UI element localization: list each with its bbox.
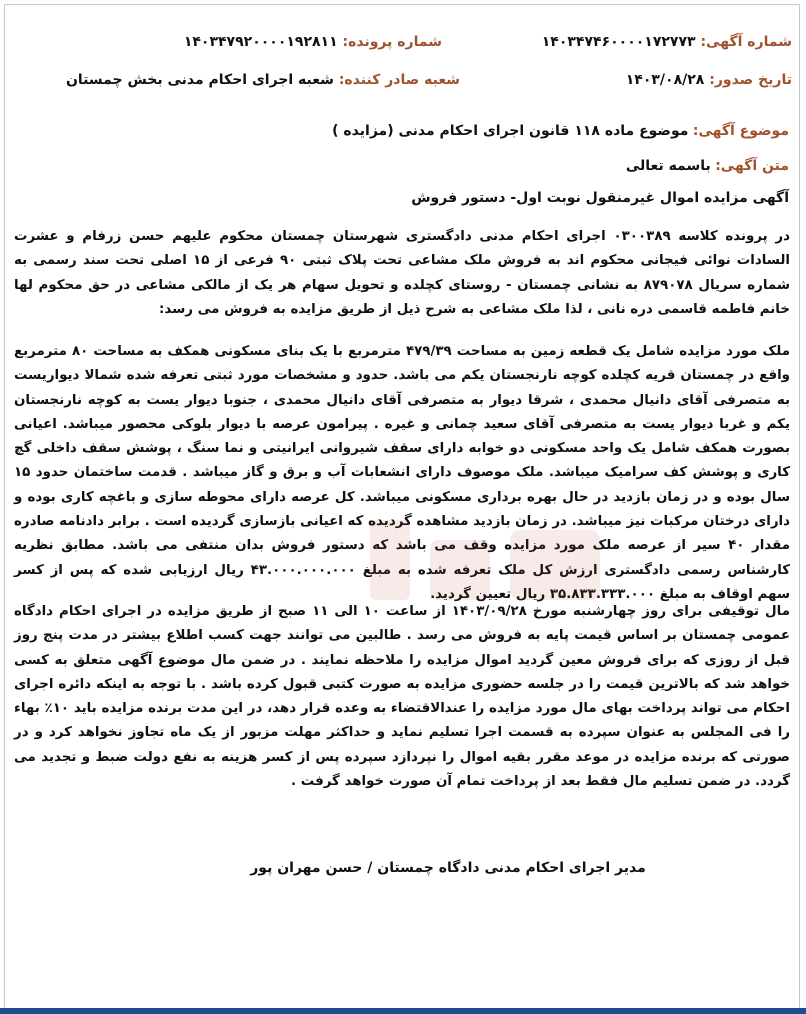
subject-label: موضوع آگهی:: [692, 123, 789, 139]
paragraph-property-description: ملک مورد مزایده شامل یک قطعه زمین به مساحت ۴۷۹/۳۹ مترمربع با یک بنای مسکونی همکف به مساحت ۸۰ مترمربع واقع در چمستان قریه کچلده کوچه نارنجستان یکم می باشد. حدود و مشخصات مورد ثبتی تعرفه شده شمالا دیواریست به متصرفی آقای دانیال محمدی ، شرقا دیوار به متصرفی آقای دانیال محمدی ، جنوبا دیوار یست به کوچه نارنجستان یکم و غربا دیوار یست به متصرفی آقای سعید چمانی و غیره . پیرامون عرصه با دیوار بلوکی محصور میباشد. اعیانی بصورت همکف شامل یک واحد مسکونی دو خوابه دارای سقف شیروانی ایرانیتی و نما سنگ ، پوشش سقف داخلی گچ کاری و پوشش کف سرامیک میباشد. ملک موصوف دارای انشعابات آب و برق و گاز میباشد . قدمت ساختمان حدود ۱۵ سال بوده و در زمان بازدید در حال بهره برداری مسکونی میباشد. کل عرصه دارای محوطه سازی و باغچه کاری بوده و دارای درختان مرکبات نیز میباشد. در زمان بازدید مشاهده گردیده که اعیانی بازسازی گردیده است . برابر دادنامه صادره مقدار ۴۰ سیر از عرصه ملک مورد مزایده وقف می باشد که دستور فروش بدان منتفی می باشد. مطابق نظریه کارشناس رسمی دادگستری ارزش کل ملک تعرفه شده به مبلغ ۴۳.۰۰۰.۰۰۰.۰۰۰ ریال ارزیابی شده که پس از کسر سهم اوقاف به مبلغ ۳۵.۸۳۳.۳۳۳.۰۰۰ ریال تعیین گردید.: [14, 344, 791, 602]
case-number-label: شماره پرونده:: [342, 34, 442, 50]
issue-date-label: تاریخ صدور:: [709, 72, 792, 88]
ad-text-label: متن آگهی:: [715, 158, 789, 174]
issuer-value: شعبه اجرای احکام مدنی بخش چمستان: [65, 72, 334, 88]
paragraph-case-intro: در پرونده کلاسه ۰۳۰۰۳۸۹ اجرای احکام مدنی دادگستری شهرستان چمستان محکوم علیهم حسن زرفام و عشرت السادات نوائی فیجانی محکوم اند به فروش ملک مشاعی تحت پلاک ثبتی ۹۰ فرعی از ۱۵ اصلی تحت سند رسمی به شماره سریال ۸۷۹۰۷۸ به نشانی چمستان - روستای کچلده و تحویل سهام هر یک از مالکی مشاعی در حق محکوم لها خانم فاطمه قاسمی دره نانی ، لذا ملک مشاعی به شرح ذیل از طریق مزایده به فروش می رسد:: [14, 229, 790, 317]
subject-row: [332, 123, 789, 139]
issue-date-value: ۱۴۰۳/۰۸/۲۸: [625, 72, 705, 88]
issuer-label: شعبه صادر کننده:: [338, 72, 460, 88]
ad-number: [542, 34, 792, 50]
paragraph-auction-terms: مال توقیفی برای روز چهارشنبه مورخ ۱۴۰۳/۰۹/۲۸ از ساعت ۱۰ الی ۱۱ صبح از طریق مزایده در اجرای احکام دادگاه عمومی چمستان بر اساس قیمت پایه به فروش می رسد . طالبین می توانند جهت کسب اطلاع بیشتر در مدت پنج روز قبل از روزی که برای فروش معین گردید اموال مزایده را ملاحظه نمایند . در ضمن مال موضوع آگهی متعلق به کسی خواهد شد که بالاترین قیمت را در جلسه حضوری مزایده به صورت کتبی قبول کرده باشد . با توجه به اینکه دائره اجرای احکام می تواند پرداخت بهای مال مورد مزایده را عندالاقتضاء به وعده قرار دهد، در این مدت برنده مزایده باید ۱۰٪ بهاء را فی المجلس به عنوان سپرده به قسمت اجرا تسلیم نماید و حداکثر مهلت مزبور از یک ماه تجاوز نخواهد کرد و در صورتی که برنده مزایده در موعد مقرر بقیه اموال را نپردازد سپرده پس از کسر هزینه به نفع دولت ضبط و تجدید می گردد. در ضمن تسلیم مال فقط بعد از پرداخت تمام آن صورت خواهد گرفت .: [14, 604, 791, 790]
case-number: [184, 34, 442, 50]
ad-number-label: شماره آگهی:: [700, 34, 792, 50]
issuer: [66, 72, 460, 88]
ad-text-opening: باسمه تعالی: [625, 158, 711, 174]
bottom-accent-bar: [0, 1008, 806, 1014]
ad-number-value: ۱۴۰۳۴۷۴۶۰۰۰۰۱۷۲۷۷۳: [541, 34, 696, 50]
issue-date: [626, 72, 792, 88]
announcement-title: آگهی مزایده اموال غیرمنقول نوبت اول- دستور فروش: [411, 190, 789, 206]
ad-text-row: [626, 158, 789, 174]
subject-value: موضوع ماده ۱۱۸ قانون اجرای احکام مدنی (مزایده ): [332, 123, 689, 139]
signature-line: مدیر اجرای احکام مدنی دادگاه چمستان / حسن مهران پور: [250, 860, 646, 876]
case-number-value: ۱۴۰۳۴۷۹۲۰۰۰۰۱۹۲۸۱۱: [183, 34, 338, 50]
